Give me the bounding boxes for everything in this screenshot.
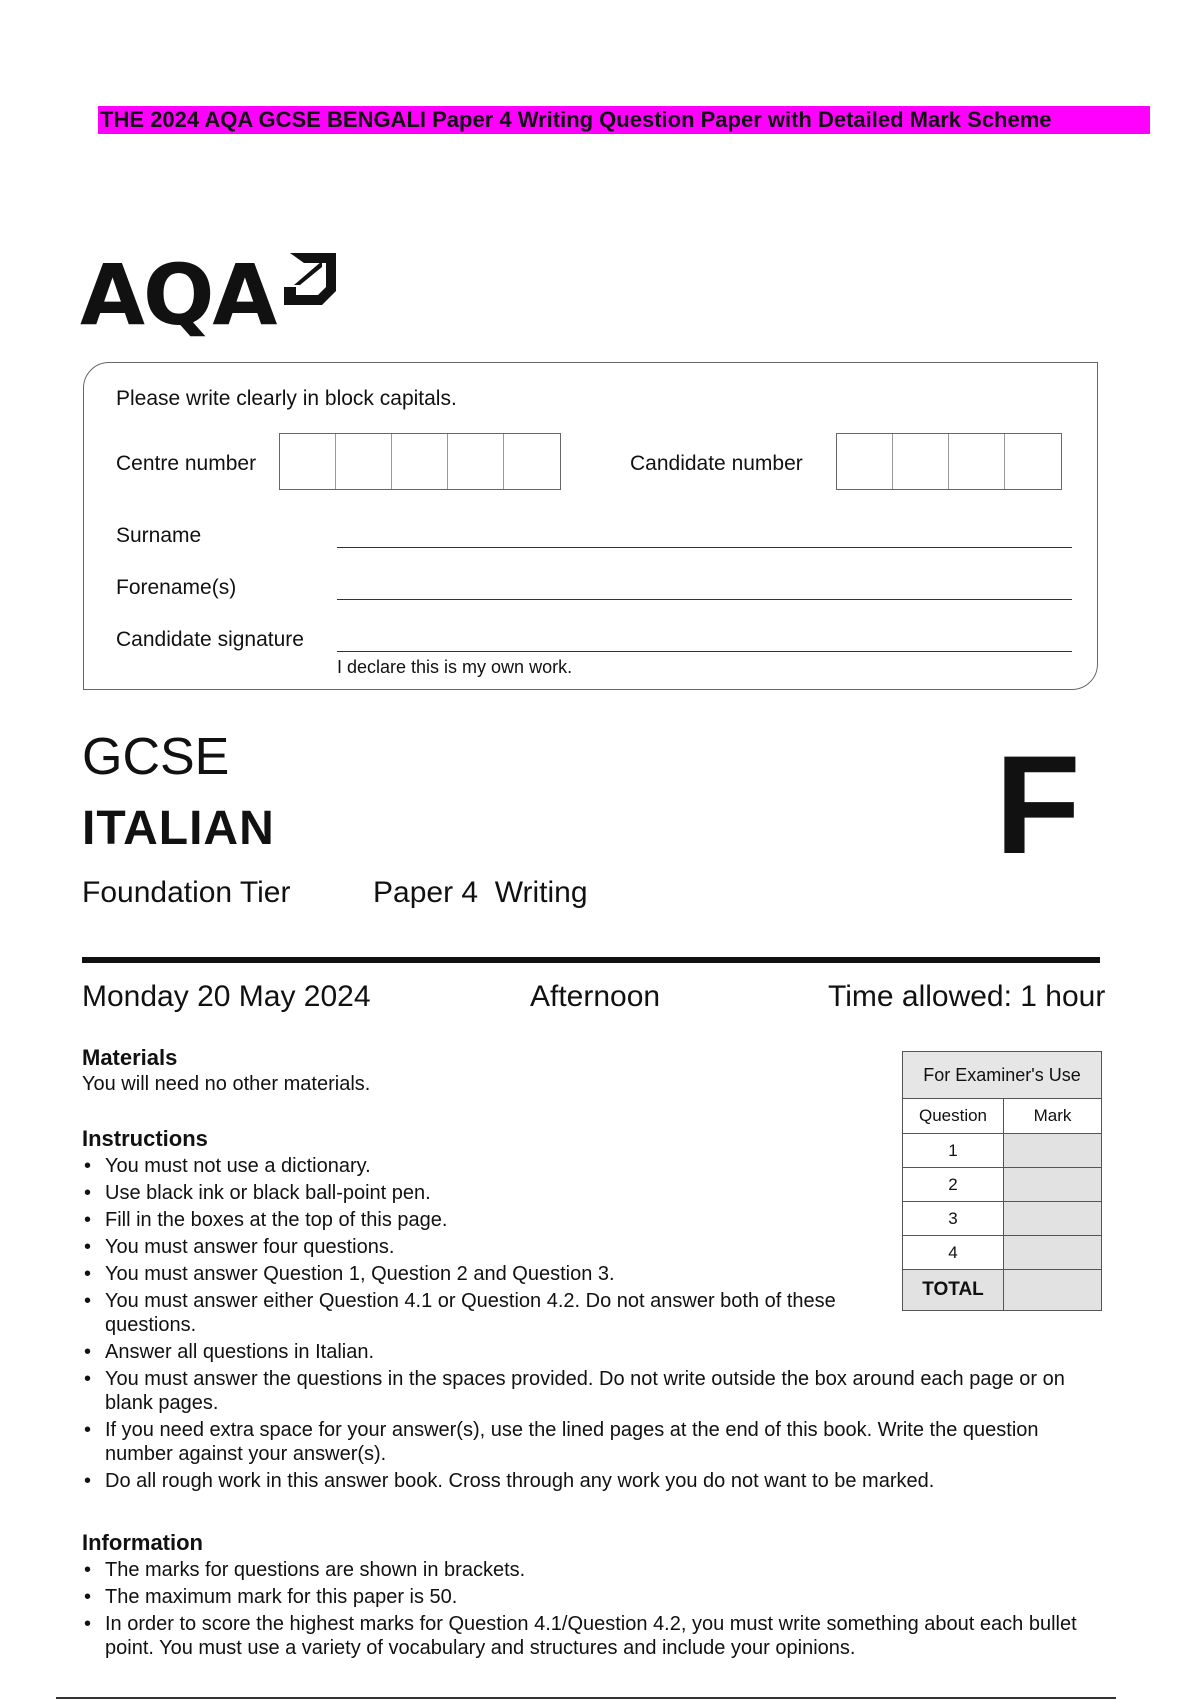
time-allowed: Time allowed: 1 hour <box>828 980 1106 1013</box>
materials-text: You will need no other materials. <box>82 1073 371 1095</box>
candidate-number-boxes[interactable] <box>836 433 1062 490</box>
question-number-cell: 1 <box>903 1134 1004 1168</box>
exam-date: Monday 20 May 2024 <box>82 980 371 1013</box>
centre-digit-box[interactable] <box>336 434 392 489</box>
information-heading: Information <box>82 1530 203 1555</box>
candidate-digit-box[interactable] <box>837 434 893 489</box>
surname-field[interactable] <box>337 547 1072 548</box>
forenames-label: Forename(s) <box>116 576 237 599</box>
centre-digit-box[interactable] <box>448 434 504 489</box>
examiners-use-title: For Examiner's Use <box>903 1052 1102 1099</box>
list-item: • You must answer the questions in the spaces provided. Do not write outside the box around each page or on blank pages. <box>82 1367 1082 1415</box>
mark-cell <box>1004 1202 1102 1236</box>
materials-heading: Materials <box>82 1045 178 1070</box>
question-number-cell: 2 <box>903 1168 1004 1202</box>
question-column-header: Question <box>903 1099 1004 1134</box>
list-item: • You must answer Question 1, Question 2 and Question 3. <box>82 1262 865 1286</box>
candidate-digit-box[interactable] <box>893 434 949 489</box>
mark-column-header: Mark <box>1004 1099 1102 1134</box>
subject-title: ITALIAN <box>82 802 275 855</box>
examiners-use-table <box>902 1051 1102 1311</box>
centre-number-boxes[interactable] <box>279 433 561 490</box>
list-item: • The maximum mark for this paper is 50. <box>82 1585 1082 1609</box>
candidate-number-label: Candidate number <box>630 452 803 475</box>
candidate-digit-box[interactable] <box>949 434 1005 489</box>
signature-label: Candidate signature <box>116 628 304 651</box>
list-item: • Fill in the boxes at the top of this page. <box>82 1208 865 1232</box>
list-item: • You must answer either Question 4.1 or Question 4.2. Do not answer both of these questions. <box>82 1289 865 1337</box>
list-item: • In order to score the highest marks for Question 4.1/Question 4.2, you must write something about each bullet point. You must use a variety of vocabulary and structures and include your opinions. <box>82 1612 1082 1660</box>
signature-field[interactable] <box>337 651 1072 652</box>
table-row <box>903 1236 1102 1270</box>
centre-digit-box[interactable] <box>504 434 560 489</box>
list-item: • The marks for questions are shown in brackets. <box>82 1558 1082 1582</box>
table-row <box>903 1134 1102 1168</box>
centre-number-label: Centre number <box>116 452 257 475</box>
table-row <box>903 1202 1102 1236</box>
total-label-cell: TOTAL <box>903 1270 1004 1311</box>
mark-cell <box>1004 1236 1102 1270</box>
list-item: • Use black ink or black ball-point pen. <box>82 1181 865 1205</box>
table-row <box>903 1270 1102 1311</box>
centre-digit-box[interactable] <box>392 434 448 489</box>
list-item: • You must answer four questions. <box>82 1235 865 1259</box>
paper-name: Paper 4 Writing <box>373 876 588 909</box>
instructions-heading: Instructions <box>82 1126 208 1151</box>
centre-digit-box[interactable] <box>280 434 336 489</box>
candidate-digit-box[interactable] <box>1005 434 1061 489</box>
list-item: • Answer all questions in Italian. <box>82 1340 1082 1364</box>
tier-letter: F <box>995 726 1081 883</box>
aqa-logo <box>80 245 350 345</box>
information-list <box>82 1558 1082 1663</box>
question-number-cell: 3 <box>903 1202 1004 1236</box>
qualification-title: GCSE <box>82 728 230 786</box>
question-number-cell: 4 <box>903 1236 1004 1270</box>
total-mark-cell <box>1004 1270 1102 1311</box>
candidate-details-box <box>83 362 1098 690</box>
block-capitals-instruction: Please write clearly in block capitals. <box>116 387 457 410</box>
tier-label: Foundation Tier <box>82 876 291 909</box>
document-banner: THE 2024 AQA GCSE BENGALI Paper 4 Writing Question Paper with Detailed Mark Scheme <box>98 106 1150 134</box>
exam-session: Afternoon <box>530 980 661 1013</box>
aqa-logo-text: AQA <box>80 246 276 344</box>
aqa-logo-mark-icon <box>282 249 340 311</box>
mark-cell <box>1004 1134 1102 1168</box>
surname-label: Surname <box>116 524 202 547</box>
header-divider <box>82 957 1100 963</box>
list-item: • You must not use a dictionary. <box>82 1154 865 1178</box>
mark-cell <box>1004 1168 1102 1202</box>
table-row <box>903 1168 1102 1202</box>
list-item: • If you need extra space for your answer(s), use the lined pages at the end of this book. Write the question number against your answer(s). <box>82 1418 1082 1466</box>
footer-divider <box>56 1697 1116 1699</box>
declaration-text: I declare this is my own work. <box>337 657 573 677</box>
list-item: • Do all rough work in this answer book. Cross through any work you do not want to be marked. <box>82 1469 1082 1493</box>
forenames-field[interactable] <box>337 599 1072 600</box>
